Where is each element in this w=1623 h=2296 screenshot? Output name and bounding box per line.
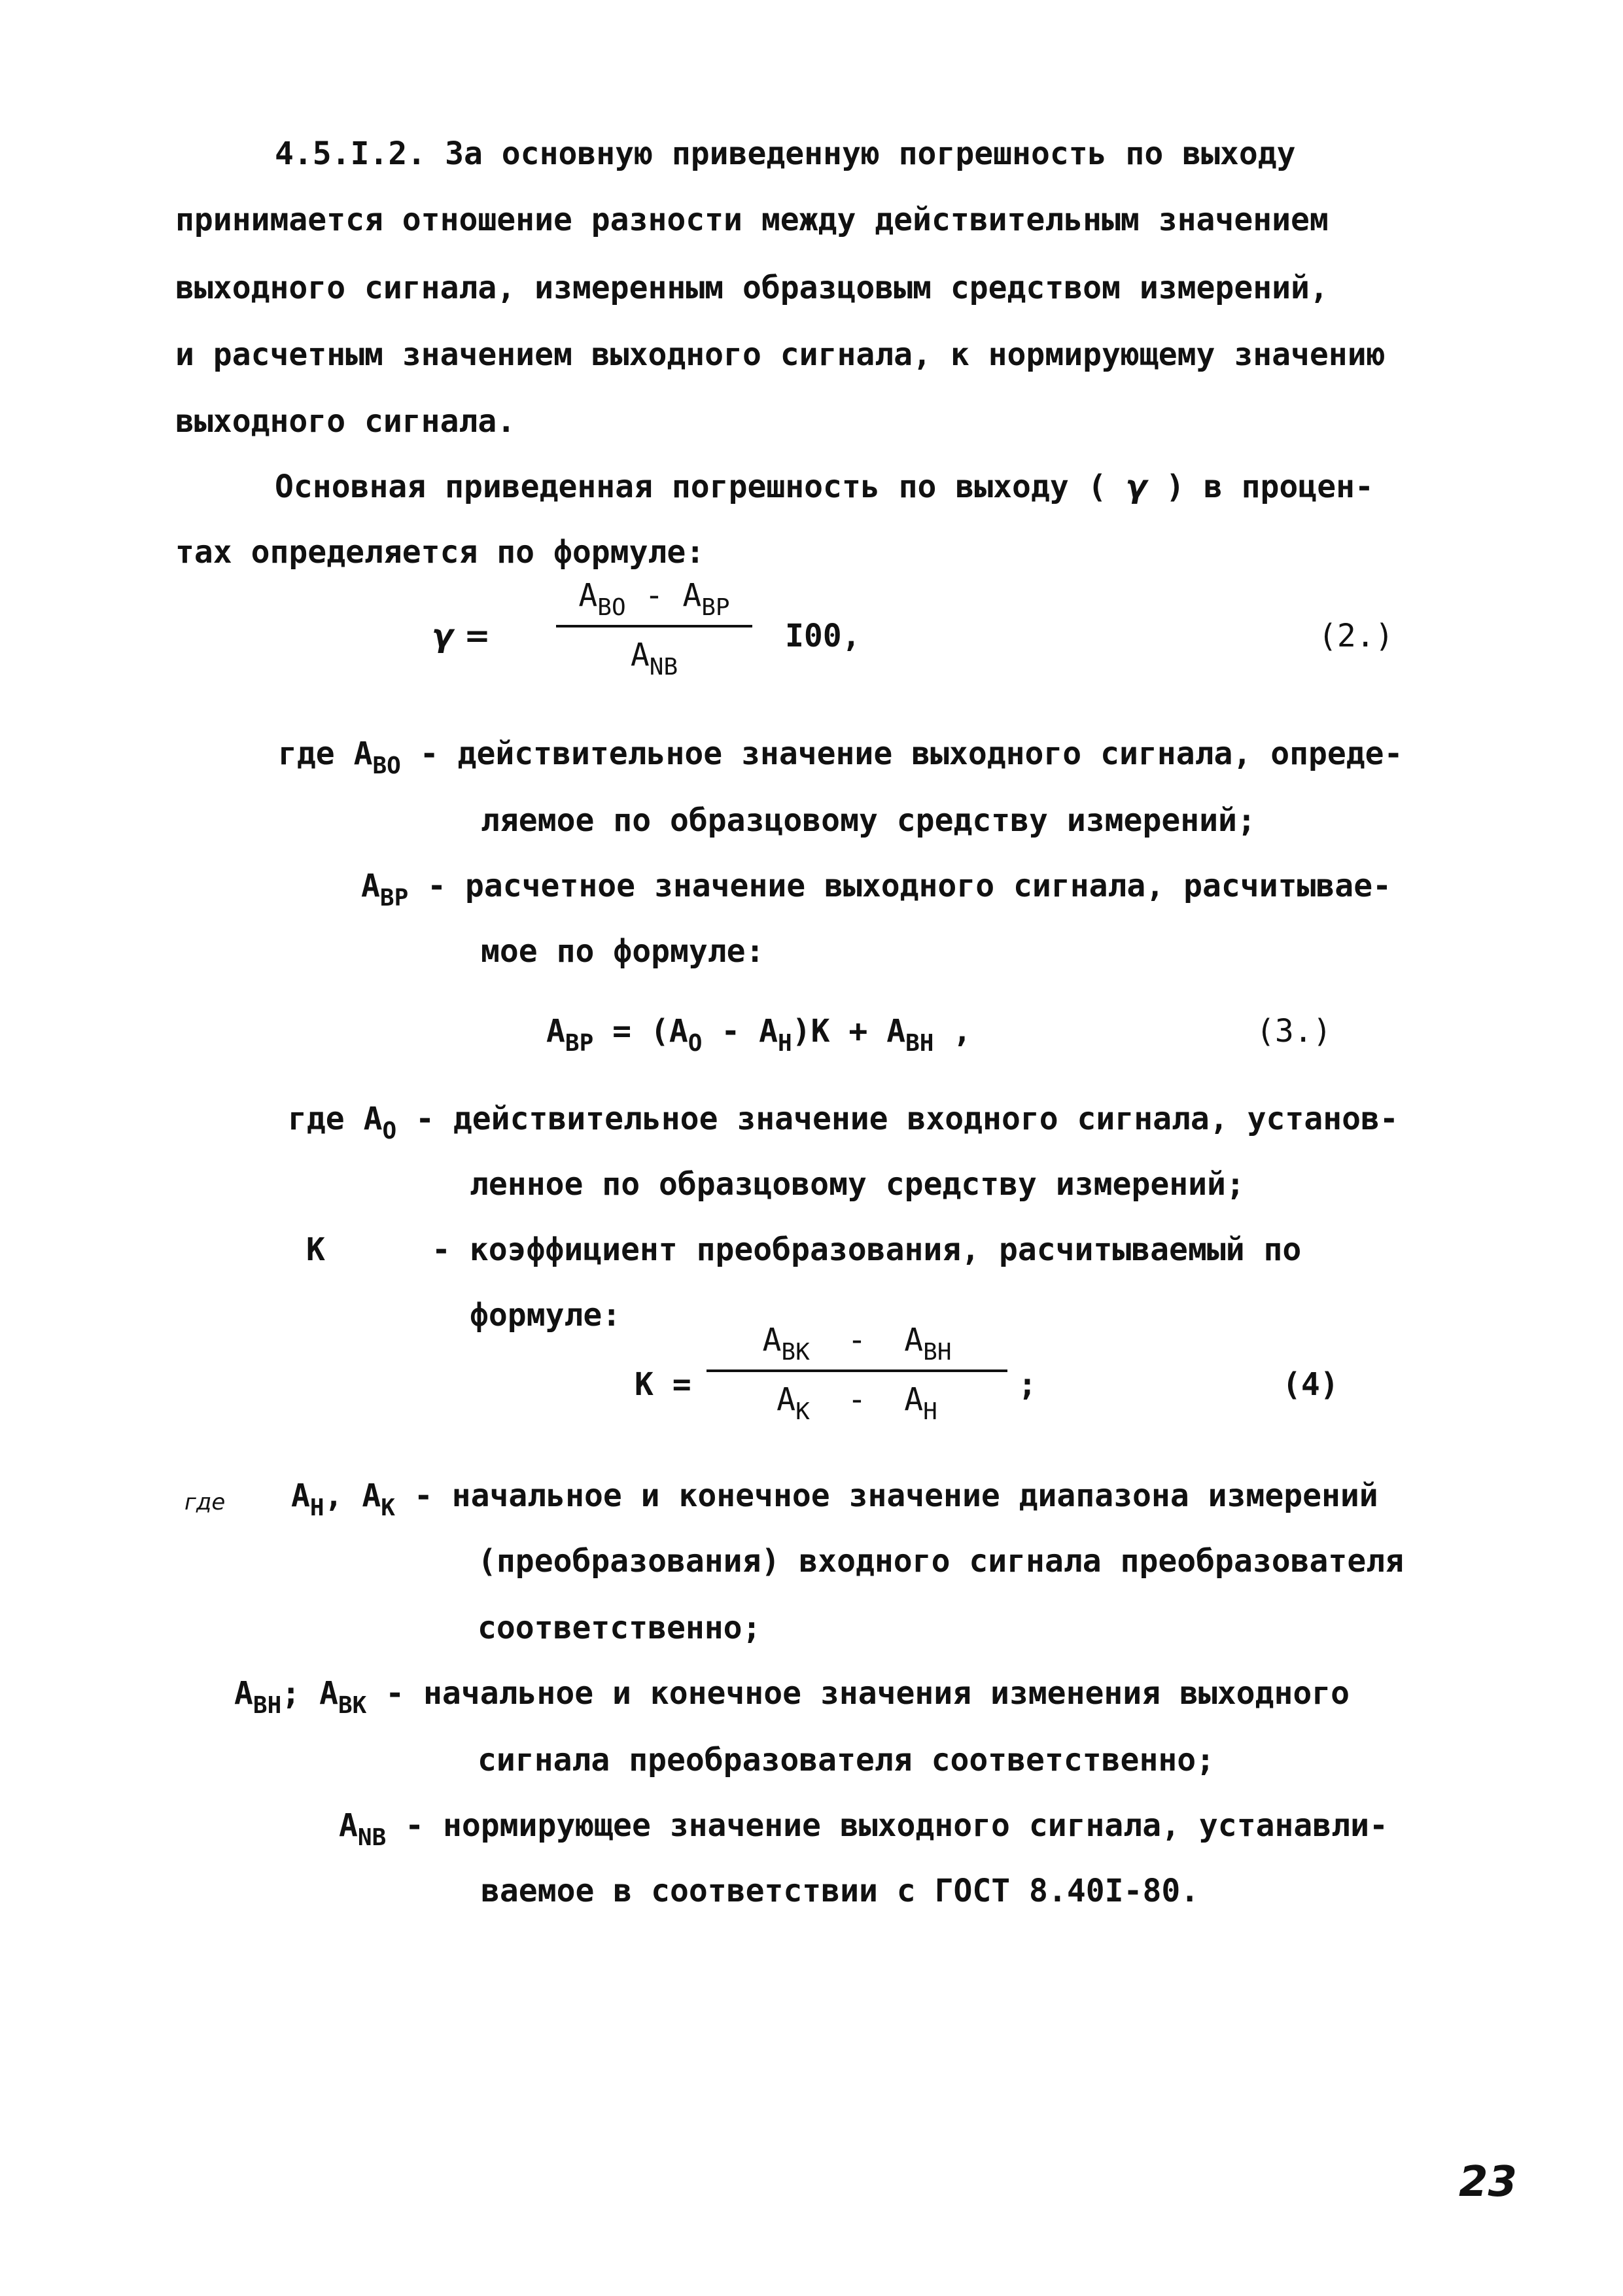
formula-4-lhs: К =: [635, 1366, 691, 1403]
formula-2-lhs: [432, 616, 491, 656]
formula-2-number: (2.): [1318, 618, 1394, 654]
formula-4-fraction: [707, 1320, 1007, 1425]
definition-k-line-1: - коэффициент преобразования, расчитываемый по: [432, 1231, 1302, 1268]
paragraph-2-text-a: Основная приведенная погрешность по выходу (: [275, 468, 1126, 505]
definition-abo-line-2: ляемое по образцовому средству измерений;: [481, 802, 1256, 839]
definition-k-symbol: К: [306, 1231, 325, 1268]
definition-abp-line-2: мое по формуле:: [481, 933, 765, 970]
formula-2-numerator: $А_{ВО} - А_{ВР}$: [578, 577, 730, 621]
formula-4-tail: ;: [1018, 1366, 1037, 1403]
formula-4-number: (4): [1282, 1366, 1339, 1403]
formula-2-factor: I00,: [785, 618, 861, 654]
fraction-bar: [707, 1369, 1007, 1372]
definition-ao-line-2: ленное по образцовому средству измерений;: [470, 1166, 1245, 1203]
definition-ah-ak-line-3: соответственно;: [478, 1610, 761, 1646]
paragraph-1-line-5: выходного сигнала.: [175, 403, 516, 440]
definition-ao-line-1: где $А_О$ - действительное значение входного сигнала, установ-: [288, 1101, 1399, 1144]
gamma-symbol: γ: [1125, 468, 1147, 505]
page-number: 23: [1459, 2158, 1518, 2206]
paragraph-2-text-b: ) в процен-: [1147, 468, 1374, 505]
formula-2-denominator: $А_{NВ}$: [630, 637, 678, 680]
formula-4-denominator: $А_К - А_Н$: [777, 1381, 937, 1425]
definition-k-line-2: формуле:: [470, 1297, 621, 1333]
paragraph-2-line-1: [275, 467, 1374, 506]
paragraph-1-line-1: 4.5.I.2. За основную приведенную погрешность по выходу: [275, 135, 1296, 172]
paragraph-1-line-4: и расчетным значением выходного сигнала, к нормирующему значению: [175, 336, 1386, 373]
formula-3-number: (3.): [1256, 1013, 1332, 1050]
paragraph-2-line-2: тах определяется по формуле:: [175, 534, 705, 571]
definition-ah-ak-prefix: где: [184, 1489, 226, 1515]
definition-ah-ak-line-2: (преобразования) входного сигнала преобразователя: [478, 1543, 1405, 1580]
paragraph-1-line-3: выходного сигнала, измеренным образцовым средством измерений,: [175, 270, 1329, 306]
definition-abn-abk-line-2: сигнала преобразователя соответственно;: [478, 1742, 1215, 1778]
formula-4-numerator: $А_{ВК} - А_{ВН}$: [762, 1322, 952, 1366]
definition-abn-abk-line-1: $А_{ВН}$; $А_{ВК}$ - начальное и конечное значения изменения выходного: [234, 1675, 1350, 1719]
definition-ah-ak-line-1: $А_Н$, $А_К$ - начальное и конечное значение диапазона измерений: [291, 1477, 1378, 1521]
paragraph-1-line-2: принимается отношение разности между действительным значением: [175, 202, 1329, 238]
fraction-bar: [556, 625, 752, 627]
definition-anb-line-2: ваемое в соответствии с ГОСТ 8.40I-80.: [481, 1873, 1200, 1909]
formula-2-fraction: [556, 576, 752, 678]
formula-2-gamma: γ =: [432, 618, 491, 654]
definition-abp-line-1: $А_{ВР}$ - расчетное значение выходного сигнала, расчитывае-: [361, 868, 1391, 911]
definition-abo-line-1: где $А_{ВО}$ - действительное значение выходного сигнала, опреде-: [278, 735, 1403, 779]
formula-3: $А_{ВР} = (А_О - А_Н)К + А_{ВН}$ ,: [546, 1013, 972, 1057]
definition-anb-line-1: $А_{NВ}$ - нормирующее значение выходного сигнала, устанавли-: [339, 1807, 1388, 1851]
